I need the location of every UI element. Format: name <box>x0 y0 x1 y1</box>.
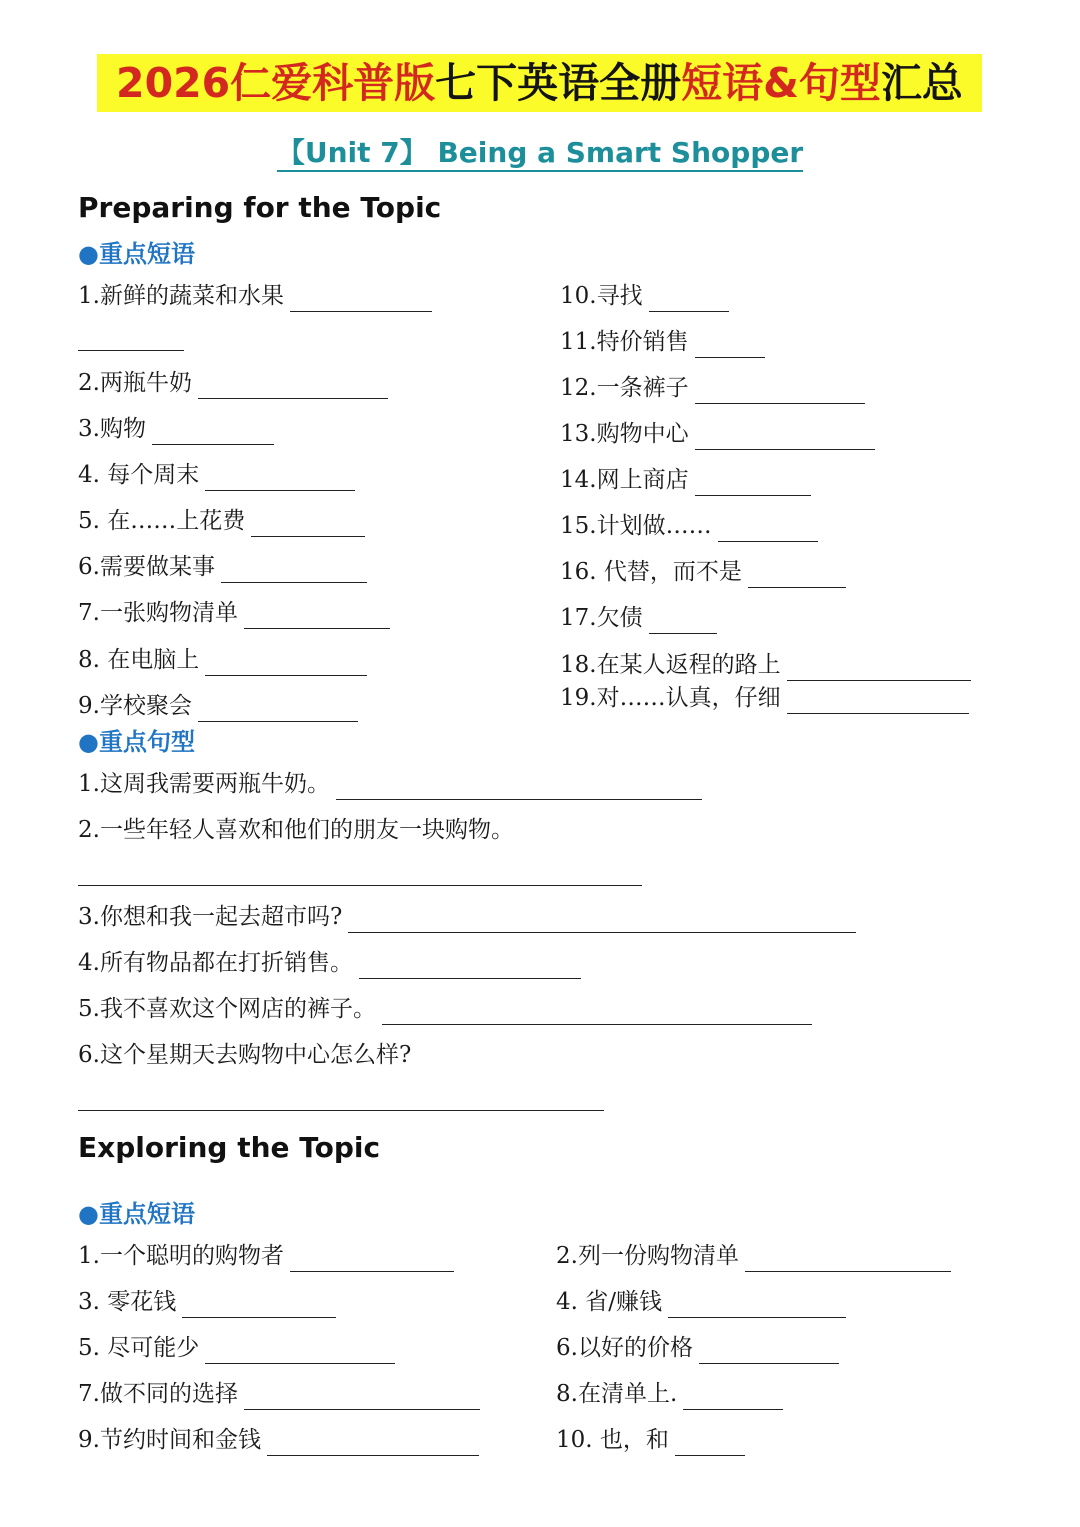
phrase-text: 9.节约时间和金钱 <box>78 1427 261 1453</box>
phrase-item <box>560 602 717 634</box>
sentence-text: 6.这个星期天去购物中心怎么样? <box>78 1042 412 1068</box>
sentence-item <box>78 1039 411 1071</box>
phrase-text: 14.网上商店 <box>560 467 689 493</box>
sentence-text: 5.我不喜欢这个网店的裤子。 <box>78 996 376 1022</box>
title-part: 汇总 <box>880 59 963 107</box>
phrase-item <box>560 326 765 358</box>
answer-blank[interactable] <box>336 773 702 800</box>
phrase-item <box>78 1240 454 1272</box>
phrase-item <box>556 1286 846 1318</box>
phrase-text: 2.列一份购物清单 <box>556 1243 739 1269</box>
answer-blank[interactable] <box>699 1337 839 1364</box>
phrase-item <box>78 459 355 491</box>
phrase-text: 3. 零花钱 <box>78 1289 177 1315</box>
phrases-label: ●重点短语 <box>78 1200 195 1228</box>
sentence-item <box>78 768 702 800</box>
answer-blank[interactable] <box>649 607 717 634</box>
phrase-text: 6.以好的价格 <box>556 1335 693 1361</box>
phrase-item <box>556 1240 951 1272</box>
answer-blank[interactable] <box>290 1245 454 1272</box>
sentence-item <box>78 901 856 933</box>
answer-blank[interactable] <box>205 649 367 676</box>
title-part: 2026仁爱科普版 <box>116 59 436 107</box>
phrase-text: 17.欠债 <box>560 605 643 631</box>
phrase-item <box>78 367 388 399</box>
phrase-item <box>556 1424 745 1456</box>
phrase-item <box>78 597 390 629</box>
answer-blank[interactable] <box>745 1245 951 1272</box>
phrase-item <box>78 644 367 676</box>
answer-blank[interactable] <box>251 510 365 537</box>
answer-blank[interactable] <box>695 423 875 450</box>
answer-blank[interactable] <box>78 350 184 351</box>
phrase-item <box>560 464 811 496</box>
phrase-text: 2.两瓶牛奶 <box>78 370 192 396</box>
phrase-item <box>560 510 818 542</box>
phrase-item <box>560 556 846 588</box>
phrase-text: 12.一条裤子 <box>560 375 689 401</box>
answer-blank[interactable] <box>787 687 969 714</box>
title-part: 七下英语全册 <box>435 59 682 107</box>
phrase-item <box>556 1378 783 1410</box>
answer-blank[interactable] <box>748 561 846 588</box>
answer-blank[interactable] <box>182 1291 336 1318</box>
answer-blank[interactable] <box>205 464 355 491</box>
answer-blank[interactable] <box>695 331 765 358</box>
answer-blank[interactable] <box>382 998 812 1025</box>
phrase-item <box>78 551 367 583</box>
phrase-item <box>560 649 971 681</box>
phrase-item <box>78 1378 480 1410</box>
answer-blank[interactable] <box>267 1429 479 1456</box>
answer-blank[interactable] <box>668 1291 846 1318</box>
phrase-text: 4. 省/赚钱 <box>556 1289 663 1315</box>
phrase-item <box>78 280 432 312</box>
phrase-item <box>78 1332 395 1364</box>
answer-blank[interactable] <box>290 285 432 312</box>
phrase-item <box>78 1286 336 1318</box>
phrase-item <box>78 690 358 722</box>
page-title <box>97 54 982 112</box>
answer-blank[interactable] <box>244 1383 480 1410</box>
phrase-item <box>78 1424 479 1456</box>
sentence-text: 4.所有物品都在打折销售。 <box>78 950 353 976</box>
phrase-text: 1.一个聪明的购物者 <box>78 1243 284 1269</box>
phrase-text: 11.特价销售 <box>560 329 689 355</box>
answer-blank[interactable] <box>78 885 642 886</box>
sentence-item <box>78 993 812 1025</box>
phrase-text: 15.计划做…… <box>560 513 712 539</box>
phrase-text: 18.在某人返程的路上 <box>560 652 781 678</box>
phrase-text: 8.在清单上. <box>556 1381 678 1407</box>
answer-blank[interactable] <box>649 285 729 312</box>
sentence-text: 3.你想和我一起去超市吗? <box>78 904 343 930</box>
answer-blank[interactable] <box>78 1110 604 1111</box>
section-heading-preparing: Preparing for the Topic <box>78 191 442 224</box>
phrase-item <box>560 418 875 450</box>
phrase-text: 8. 在电脑上 <box>78 647 200 673</box>
answer-blank[interactable] <box>359 952 581 979</box>
phrase-text: 1.新鲜的蔬菜和水果 <box>78 283 284 309</box>
phrase-text: 10.寻找 <box>560 283 643 309</box>
phrase-item <box>556 1332 839 1364</box>
answer-blank[interactable] <box>695 469 811 496</box>
answer-blank[interactable] <box>683 1383 783 1410</box>
phrase-text: 10. 也，和 <box>556 1427 669 1453</box>
phrase-item <box>78 505 365 537</box>
phrase-text: 7.做不同的选择 <box>78 1381 238 1407</box>
phrases-label: ●重点短语 <box>78 240 195 268</box>
sentences-label: ●重点句型 <box>78 728 195 756</box>
title-part: 短语&句型 <box>681 59 881 107</box>
answer-blank[interactable] <box>152 418 274 445</box>
phrase-text: 6.需要做某事 <box>78 554 215 580</box>
answer-blank[interactable] <box>718 515 818 542</box>
sentence-item <box>78 814 514 846</box>
phrase-text: 16. 代替，而不是 <box>560 559 742 585</box>
answer-blank[interactable] <box>198 372 388 399</box>
sentence-text: 1.这周我需要两瓶牛奶。 <box>78 771 330 797</box>
phrase-text: 3.购物 <box>78 416 146 442</box>
phrase-item <box>78 413 274 445</box>
sentence-text: 2.一些年轻人喜欢和他们的朋友一块购物。 <box>78 817 514 843</box>
phrase-text: 4. 每个周末 <box>78 462 200 488</box>
phrase-item <box>560 372 865 404</box>
answer-blank[interactable] <box>675 1429 745 1456</box>
answer-blank[interactable] <box>695 377 865 404</box>
phrase-text: 5. 在……上花费 <box>78 508 246 534</box>
phrase-text: 19.对……认真，仔细 <box>560 685 781 711</box>
answer-blank[interactable] <box>198 695 358 722</box>
phrase-text: 7.一张购物清单 <box>78 600 238 626</box>
unit-title <box>0 131 1080 175</box>
sentence-item <box>78 947 581 979</box>
answer-blank[interactable] <box>348 906 856 933</box>
unit-title-text: 【Unit 7】 Being a Smart Shopper <box>277 136 803 172</box>
phrase-text: 13.购物中心 <box>560 421 689 447</box>
answer-blank[interactable] <box>787 654 971 681</box>
phrase-item <box>560 280 729 312</box>
phrase-text: 5. 尽可能少 <box>78 1335 200 1361</box>
answer-blank[interactable] <box>205 1337 395 1364</box>
section-heading-exploring: Exploring the Topic <box>78 1131 381 1164</box>
answer-blank[interactable] <box>244 602 390 629</box>
answer-blank[interactable] <box>221 556 367 583</box>
phrase-text: 9.学校聚会 <box>78 693 192 719</box>
phrase-item <box>560 682 969 714</box>
